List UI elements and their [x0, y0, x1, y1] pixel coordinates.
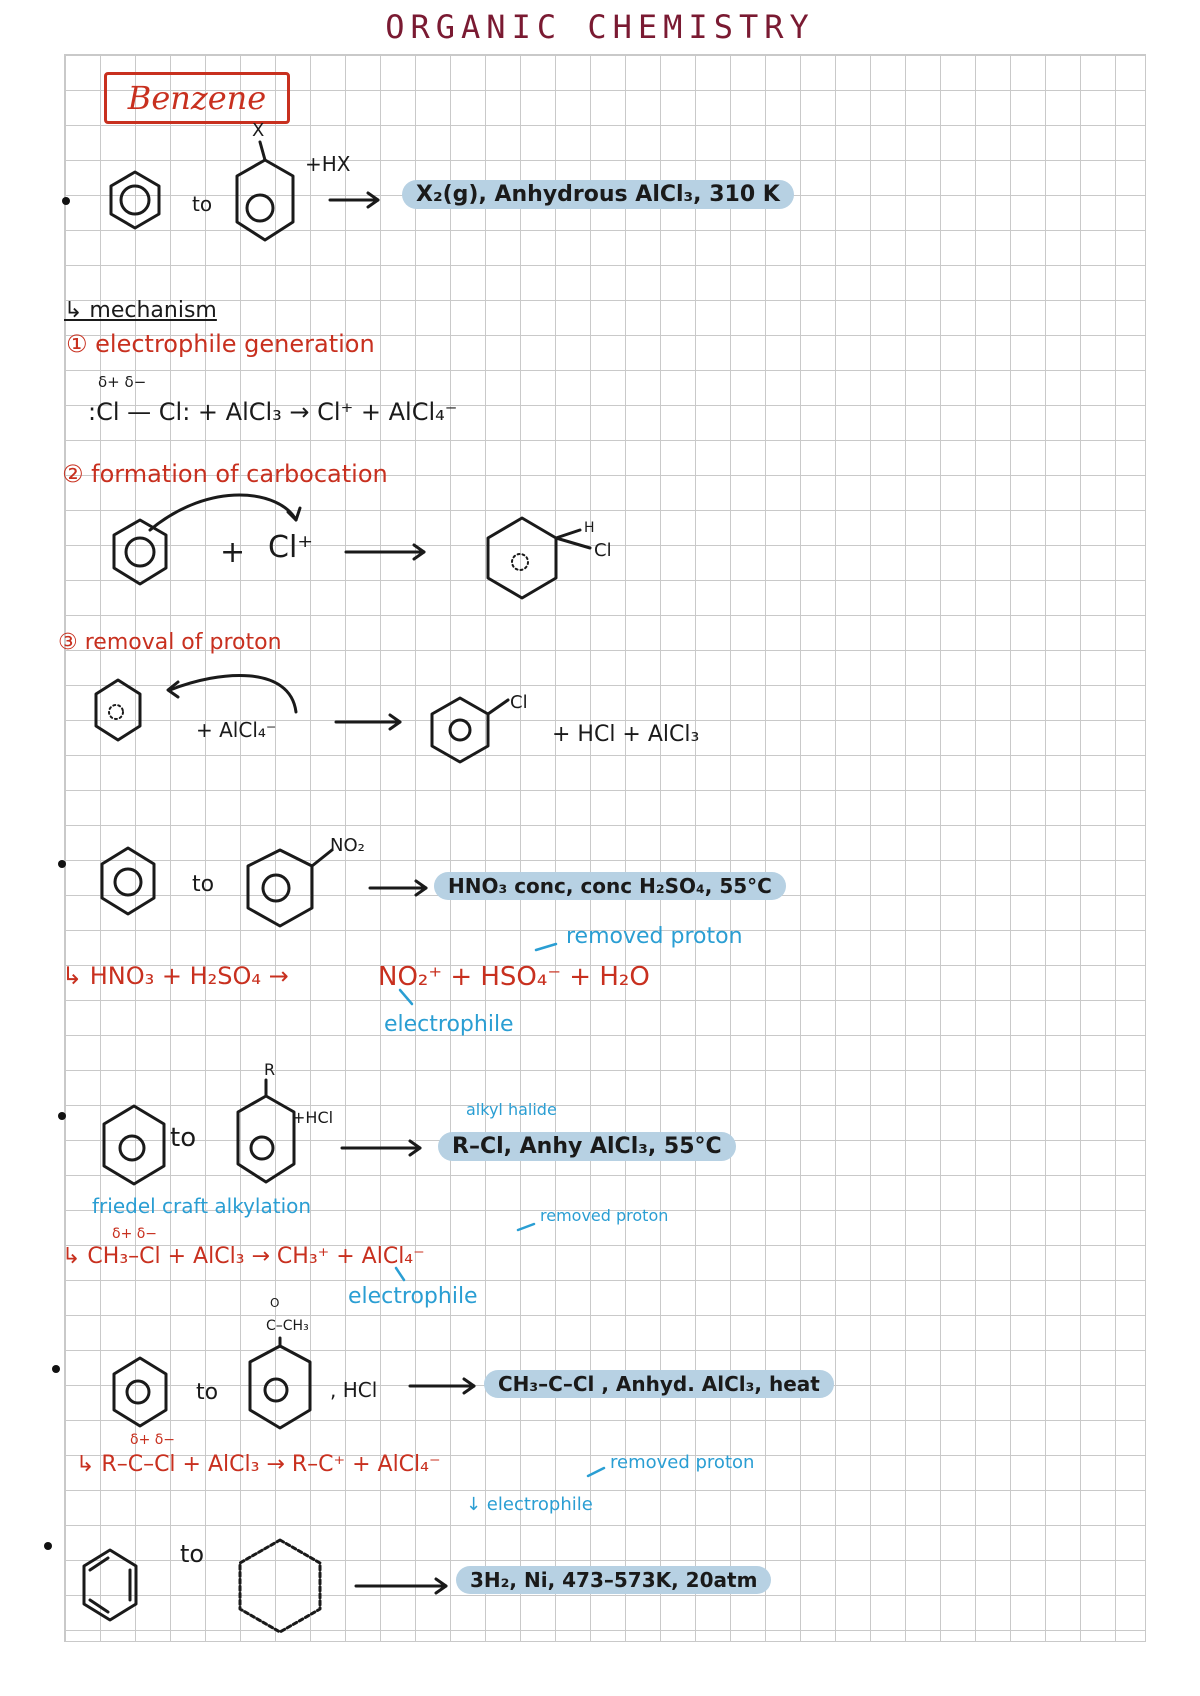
- r4-byproduct: , HCl: [330, 1378, 378, 1402]
- r2-substituent: NO₂: [330, 835, 365, 856]
- benzene-ring-r3-reactant: [104, 1106, 164, 1184]
- carbocation-ring-mech-step3: [96, 675, 296, 740]
- r2-conditions: HNO₃ conc, conc H₂SO₄, 55°C: [434, 872, 786, 900]
- r3-reaction-name: friedel craft alkylation: [92, 1194, 312, 1218]
- r4-conditions: CH₃–C–Cl , Anhyd. AlCl₃, heat: [484, 1370, 834, 1398]
- arrow-r3: [342, 1141, 420, 1155]
- r2-annotation-electrophile: electrophile: [384, 1012, 514, 1037]
- cyclohexane-ring-r5-product: [240, 1540, 320, 1632]
- r1-substituent: X: [252, 120, 265, 141]
- r2-annotation-removed-proton: removed proton: [566, 924, 743, 949]
- benzene-ring-r5-reactant: [84, 1550, 136, 1620]
- mech-step3-products: + HCl + AlCl₃: [552, 722, 700, 747]
- mech-step1-heading: ① electrophile generation: [66, 330, 375, 358]
- arrow-r4: [410, 1379, 474, 1393]
- benzene-ring-mech-step2: [114, 495, 300, 584]
- r3-conditions: R–Cl, Anhy AlCl₃, 55°C: [438, 1132, 736, 1161]
- r4-substituent-oxygen: O: [270, 1296, 280, 1310]
- r3-annotation-electrophile: electrophile: [348, 1284, 478, 1309]
- r1-byproduct: +HX: [305, 152, 351, 176]
- page-title: ORGANIC CHEMISTRY: [385, 8, 815, 46]
- r3-to: to: [170, 1123, 197, 1153]
- benzene-ring-r4-product: [250, 1338, 310, 1428]
- r5-conditions: 3H₂, Ni, 473–573K, 20atm: [456, 1566, 771, 1594]
- r3-substituent: R: [264, 1060, 276, 1079]
- r4-equation: ↳ R–C–Cl + AlCl₃ → R–C⁺ + AlCl₄⁻: [76, 1452, 441, 1477]
- r4-annotation-electrophile: ↓ electrophile: [466, 1494, 593, 1515]
- r4-substituent: C–CH₃: [266, 1318, 309, 1334]
- r3-annotation-alkyl-halide: alkyl halide: [466, 1100, 557, 1119]
- r1-to: to: [192, 192, 213, 216]
- pointer-r2-proton: [536, 944, 556, 950]
- r2-equation-right: NO₂⁺ + HSO₄⁻ + H₂O: [378, 962, 650, 992]
- arrow-mech-step2: [346, 545, 424, 559]
- mech-step2-cl-ion: Cl⁺: [268, 530, 314, 565]
- arrow-r5: [356, 1579, 446, 1593]
- benzene-ring-r4-reactant: [114, 1358, 166, 1426]
- arrow-r2: [370, 881, 426, 895]
- r3-annotation-removed-proton: removed proton: [540, 1206, 669, 1225]
- benzene-ring-mech-step3-product: [432, 698, 508, 762]
- mechanism-heading: ↳ mechanism: [64, 298, 217, 323]
- mech-step2-heading: ② formation of carbocation: [62, 460, 388, 488]
- arrow-mech-step3: [336, 715, 400, 729]
- r5-to: to: [180, 1540, 205, 1568]
- r3-equation-charges: δ+ δ−: [112, 1226, 158, 1242]
- arrow-r1: [330, 193, 378, 207]
- mech-step3-heading: ③ removal of proton: [58, 630, 282, 655]
- r4-to: to: [196, 1380, 219, 1405]
- benzene-ring-r2-reactant: [102, 848, 154, 914]
- r4-annotation-removed-proton: removed proton: [610, 1452, 755, 1473]
- mech-step3-reagent: + AlCl₄⁻: [196, 718, 277, 742]
- r3-equation: ↳ CH₃–Cl + AlCl₃ → CH₃⁺ + AlCl₄⁻: [62, 1244, 425, 1269]
- mech-step2-h: H: [584, 520, 595, 536]
- pointer-r3-proton: [518, 1224, 534, 1230]
- benzene-ring-r1-reactant: [111, 172, 159, 228]
- benzene-ring-r2-product: [248, 850, 332, 926]
- section-title-benzene: Benzene: [104, 72, 290, 124]
- pointer-r2-electrophile: [400, 990, 412, 1004]
- mech-step2-plus: +: [220, 535, 246, 570]
- mech-step1-charges: δ+ δ−: [98, 373, 147, 391]
- benzene-ring-r1-product: [237, 142, 293, 240]
- r2-equation-left: ↳ HNO₃ + H₂SO₄ →: [62, 962, 289, 990]
- r3-byproduct: +HCl: [292, 1108, 334, 1127]
- mech-step2-product-cl: Cl: [594, 540, 612, 561]
- carbocation-ring-mech-step2: [488, 518, 590, 598]
- pointer-r4-proton: [588, 1468, 604, 1476]
- r1-conditions: X₂(g), Anhydrous AlCl₃, 310 K: [402, 180, 794, 209]
- r2-to: to: [192, 872, 215, 897]
- benzene-ring-r3-product: [238, 1080, 294, 1182]
- mech-step1-equation: :Cl — Cl: + AlCl₃ → Cl⁺ + AlCl₄⁻: [88, 398, 458, 426]
- pointer-r3-electrophile: [396, 1268, 404, 1280]
- mech-step3-product-cl: Cl: [510, 692, 528, 713]
- r4-equation-charges: δ+ δ−: [130, 1432, 176, 1448]
